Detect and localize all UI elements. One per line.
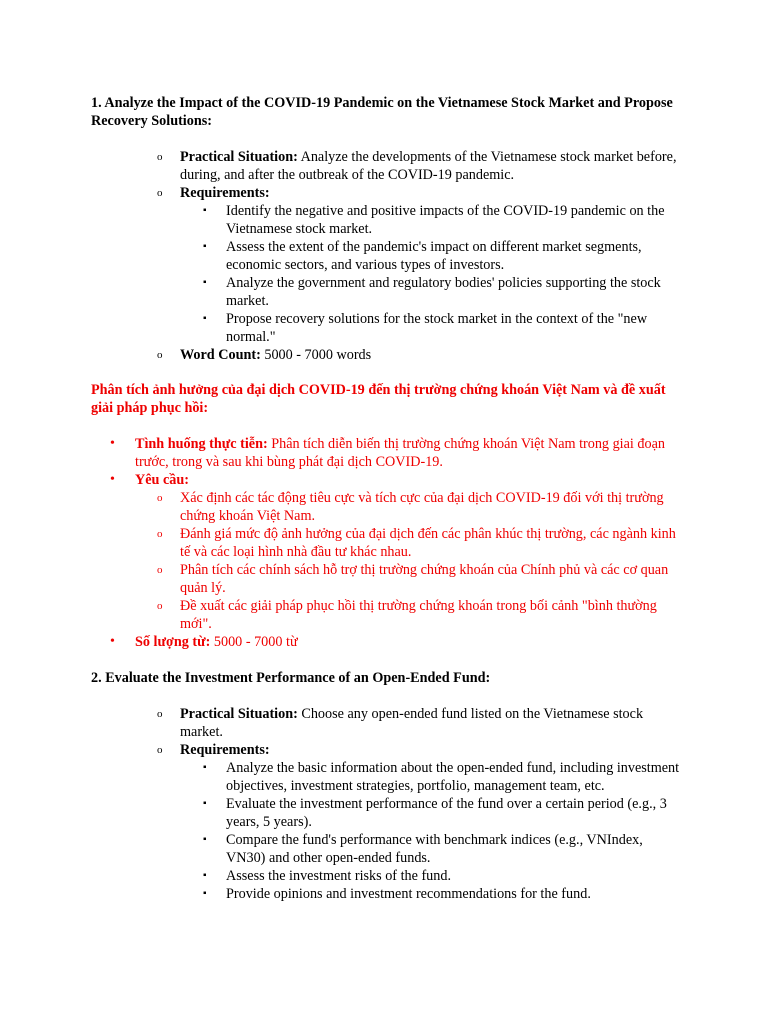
list-item [203, 759, 681, 795]
practical-situation-vi-text: Phân tích diễn biến thị trường chứng khoán Việt Nam trong giai đoạn trước, trong và sau khi bùng phát đại dịch COVID-19. [135, 436, 665, 470]
requirement-text: Đề xuất các giải pháp phục hồi thị trường chứng khoán trong bối cảnh "bình thường mới". [180, 598, 657, 632]
practical-situation-vi-label: Tình huống thực tiễn: [135, 436, 268, 452]
requirement-text: Identify the negative and positive impacts of the COVID-19 pandemic on the Vietnamese stock market. [226, 203, 665, 237]
requirement-text: Evaluate the investment performance of the fund over a certain period (e.g., 3 years, 5 years). [226, 796, 667, 830]
list-item [157, 561, 685, 597]
bullet-icon: • [110, 634, 115, 649]
practical-situation-text: Analyze the developments of the Vietnamese stock market before, during, and after the outbreak of the COVID-19 pandemic. [180, 149, 677, 183]
bullet-icon: • [110, 472, 115, 487]
square-bullet-icon: ▪ [203, 798, 207, 809]
circle-bullet-icon: o [157, 492, 163, 504]
requirement-text: Phân tích các chính sách hỗ trợ thị trường chứng khoán của Chính phủ và các cơ quan quản lý. [180, 562, 669, 596]
requirements-label: Requirements: [180, 185, 270, 201]
square-bullet-icon: ▪ [203, 888, 207, 899]
word-count-text: 5000 - 7000 words [260, 347, 372, 363]
circle-bullet-icon: o [157, 564, 163, 576]
square-bullet-icon: ▪ [203, 762, 207, 773]
requirement-text: Analyze the basic information about the open-ended fund, including investment objectives, investment strategies, portfolio, management team, etc. [226, 760, 680, 794]
list-item [157, 525, 685, 561]
circle-bullet-icon: o [157, 708, 163, 720]
circle-bullet-icon: o [157, 151, 163, 163]
practical-situation-label: Practical Situation: [180, 149, 298, 165]
requirements-label: Requirements: [180, 742, 270, 758]
list-item [203, 795, 681, 831]
practical-situation-label: Practical Situation: [180, 706, 298, 722]
requirement-text: Propose recovery solutions for the stock market in the context of the "new normal." [226, 311, 648, 345]
requirements-vi-label: Yêu cầu: [135, 472, 189, 488]
circle-bullet-icon: o [157, 528, 163, 540]
requirement-text: Đánh giá mức độ ảnh hưởng của đại dịch đến các phân khúc thị trường, các ngành kinh tế và các loại hình nhà đầu tư khác nhau. [180, 526, 676, 560]
requirements-list [203, 202, 681, 346]
section-2-list [157, 705, 685, 903]
circle-bullet-icon: o [157, 349, 163, 361]
list-item [203, 310, 681, 346]
list-item-word-count-vi [110, 633, 695, 651]
requirements-vi-list [157, 489, 685, 633]
list-item-requirements [157, 184, 685, 346]
circle-bullet-icon: o [157, 600, 163, 612]
list-item-practical-situation [157, 705, 685, 741]
list-item-practical-situation [157, 148, 685, 184]
requirement-text: Assess the investment risks of the fund. [226, 868, 452, 884]
list-item [203, 238, 681, 274]
requirement-text: Assess the extent of the pandemic's impact on different market segments, economic sectors, and various types of investors. [226, 239, 642, 273]
list-item-requirements-vi [110, 471, 695, 633]
list-item [203, 202, 681, 238]
square-bullet-icon: ▪ [203, 277, 207, 288]
circle-bullet-icon: o [157, 187, 163, 199]
requirements-list [203, 759, 681, 903]
section-2-title: 2. Evaluate the Investment Performance of an Open-Ended Fund: [91, 670, 491, 686]
square-bullet-icon: ▪ [203, 241, 207, 252]
section-1-vi-list [110, 435, 695, 651]
square-bullet-icon: ▪ [203, 870, 207, 881]
bullet-icon: • [110, 436, 115, 451]
word-count-label: Word Count: [180, 347, 261, 363]
list-item [203, 274, 681, 310]
list-item-practical-situation-vi [110, 435, 695, 471]
list-item [203, 867, 681, 885]
requirement-text: Provide opinions and investment recommendations for the fund. [226, 886, 591, 902]
list-item [203, 885, 681, 903]
section-1-list [157, 148, 685, 364]
list-item-word-count [157, 346, 685, 364]
requirement-text: Analyze the government and regulatory bodies' policies supporting the stock market. [226, 275, 661, 309]
list-item [157, 597, 685, 633]
word-count-vi-text: 5000 - 7000 từ [210, 634, 298, 650]
word-count-vi-label: Số lượng từ: [135, 634, 211, 650]
circle-bullet-icon: o [157, 744, 163, 756]
section-1-vi-title: Phân tích ảnh hưởng của đại dịch COVID-19 đến thị trường chứng khoán Việt Nam và đề xuất giải pháp phục hồi: [91, 382, 666, 416]
requirement-text: Compare the fund's performance with benchmark indices (e.g., VNIndex, VN30) and other open-ended funds. [226, 832, 643, 866]
section-1-title: 1. Analyze the Impact of the COVID-19 Pandemic on the Vietnamese Stock Market and Propose Recovery Solutions: [91, 95, 673, 129]
requirement-text: Xác định các tác động tiêu cực và tích cực của đại dịch COVID-19 đối với thị trường chứng khoán Việt Nam. [180, 490, 664, 524]
square-bullet-icon: ▪ [203, 205, 207, 216]
list-item-requirements [157, 741, 685, 903]
square-bullet-icon: ▪ [203, 313, 207, 324]
list-item [203, 831, 681, 867]
square-bullet-icon: ▪ [203, 834, 207, 845]
practical-situation-text: Choose any open-ended fund listed on the Vietnamese stock market. [180, 706, 644, 740]
list-item [157, 489, 685, 525]
